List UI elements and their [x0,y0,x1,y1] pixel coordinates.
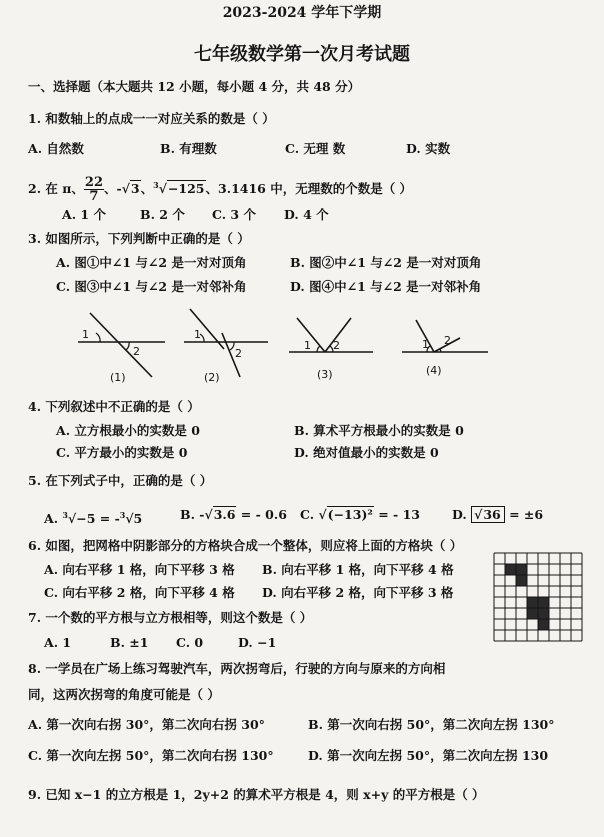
q1-option-d: D. 实数 [406,141,451,156]
q8-stem-line2: 同，这两次拐弯的角度可能是（ ） [28,687,220,702]
q3-option-a: A. 图①中∠1 与∠2 是一对对顶角 [56,255,247,270]
q8-stem-line1: 8. 一学员在广场上练习驾驶汽车，两次拐弯后，行驶的方向与原来的方向相 [28,661,446,676]
grid-shaded-cell [538,608,549,619]
q8-option-b: B. 第一次向右拐 50°，第二次向左拐 130° [308,717,555,732]
q7-option-d: D. −1 [238,635,277,650]
year-line: 2023-2024 学年下学期 [222,5,382,21]
q5-option-d: D. √36 = ±6 [452,507,544,522]
q2-sqrt-sign: √ [121,181,130,196]
q3-fig4-angle-1: 1 [422,338,429,351]
q3-fig1-angle-1: 1 [82,328,89,341]
q5-option-a: A. $^3$√−5 = -$^3$√5 [44,510,143,527]
q3-stem: 3. 如图所示，下列判断中正确的是（ ） [28,231,250,246]
grid-shaded-cell [538,597,549,608]
q2-frac-den: 7 [89,189,99,204]
q2-sqrt-radicand: 3 [130,181,140,196]
q3-fig2-caption: (2) [204,371,220,384]
q7-option-b: B. ±1 [110,635,149,650]
q3-figure-4 [396,310,496,385]
q2-fraction [84,176,104,203]
q3-fig2-angle-1: 1 [194,328,201,341]
q6-option-c: C. 向右平移 2 格，向下平移 4 格 [44,585,235,600]
q7-option-a: A. 1 [44,635,72,650]
q6-option-b: B. 向右平移 1 格，向下平移 4 格 [262,562,454,577]
q3-option-c: C. 图③中∠1 与∠2 是一对邻补角 [56,279,247,294]
q4-option-c: C. 平方最小的实数是 0 [56,445,188,460]
q7-option-c: C. 0 [176,635,204,650]
q3-fig3-caption: (3) [317,368,333,381]
q2-sep2: 、 [140,181,154,196]
grid-shaded-cell [505,564,516,575]
q4-stem: 4. 下列叙述中不正确的是（ ） [28,399,200,414]
section-heading: 一、选择题（本大题共 12 小题，每小题 4 分，共 48 分） [28,79,361,94]
q2-suffix: 、3.1416 中，无理数的个数是（ ） [205,181,413,196]
q5-option-b: B. -√3.6 = - 0.6 [180,507,287,522]
q2-cbrt-radicand: −125 [167,181,205,196]
q2-prefix: 2. 在 π、 [28,181,84,196]
q2-option-d: D. 4 个 [284,207,329,222]
q2-option-c: C. 3 个 [212,207,256,222]
q2-cbrt-index: 3 [153,179,159,190]
q3-fig4-caption: (4) [426,364,442,377]
q5-stem: 5. 在下列式子中，正确的是（ ） [28,473,213,488]
q3-figure-3 [283,310,383,385]
q3-fig2-angle-2: 2 [235,347,242,360]
q4-option-a: A. 立方根最小的实数是 0 [56,423,200,438]
q2-sep1: 、- [104,181,122,196]
q1-option-c: C. 无理 数 [285,141,346,156]
grid-shaded-cell [516,575,527,586]
q2-cbrt-sign: √ [158,181,167,196]
q2-option-a: A. 1 个 [62,207,106,222]
q9-stem: 9. 已知 x−1 的立方根是 1，2y+2 的算术平方根是 4，则 x+y 的平方根是（ ） [28,787,485,802]
q3-fig1-angle-2: 2 [133,345,140,358]
q2-option-b: B. 2 个 [140,207,185,222]
q3-option-d: D. 图④中∠1 与∠2 是一对邻补角 [290,279,482,294]
q3-figure-1 [70,305,170,385]
grid-shaded-cell [527,597,538,608]
q8-option-c: C. 第一次向左拐 50°，第二次向右拐 130° [28,748,274,763]
q1-option-a: A. 自然数 [28,141,84,156]
grid-shaded-cell [516,564,527,575]
q6-option-d: D. 向右平移 2 格，向下平移 3 格 [262,585,454,600]
q1-stem: 1. 和数轴上的点成一一对应关系的数是（ ） [28,111,275,126]
q6-grid-figure [494,553,582,641]
q5-option-d-box: √36 [471,506,505,523]
q6-option-a: A. 向右平移 1 格，向下平移 3 格 [44,562,235,577]
q8-option-d: D. 第一次向左拐 50°，第二次向左拐 130 [308,748,549,763]
q6-stem: 6. 如图，把网格中阴影部分的方格块合成一个整体，则应将上面的方格块（ ） [28,538,463,553]
q8-option-a: A. 第一次向右拐 30°，第二次向右拐 30° [28,717,265,732]
q3-fig4-angle-2: 2 [444,334,451,347]
q3-fig1-caption: (1) [110,371,126,384]
q3-fig3-angle-2: 2 [333,339,340,352]
page-title: 七年级数学第一次月考试题 [194,44,410,65]
q3-option-b: B. 图②中∠1 与∠2 是一对对顶角 [290,255,482,270]
q1-option-b: B. 有理数 [160,141,217,156]
q5-option-c: C. √(−13)² = - 13 [300,507,420,522]
q4-option-d: D. 绝对值最小的实数是 0 [294,445,439,460]
grid-shaded-cell [527,608,538,619]
q7-stem: 7. 一个数的平方根与立方根相等，则这个数是（ ） [28,610,313,625]
grid-shaded-cell [538,619,549,630]
q4-option-b: B. 算术平方根最小的实数是 0 [294,423,464,438]
q3-fig3-angle-1: 1 [304,339,311,352]
q3-figure-2 [178,305,278,385]
q2-frac-num: 22 [84,175,103,190]
q2-stem [28,176,412,203]
